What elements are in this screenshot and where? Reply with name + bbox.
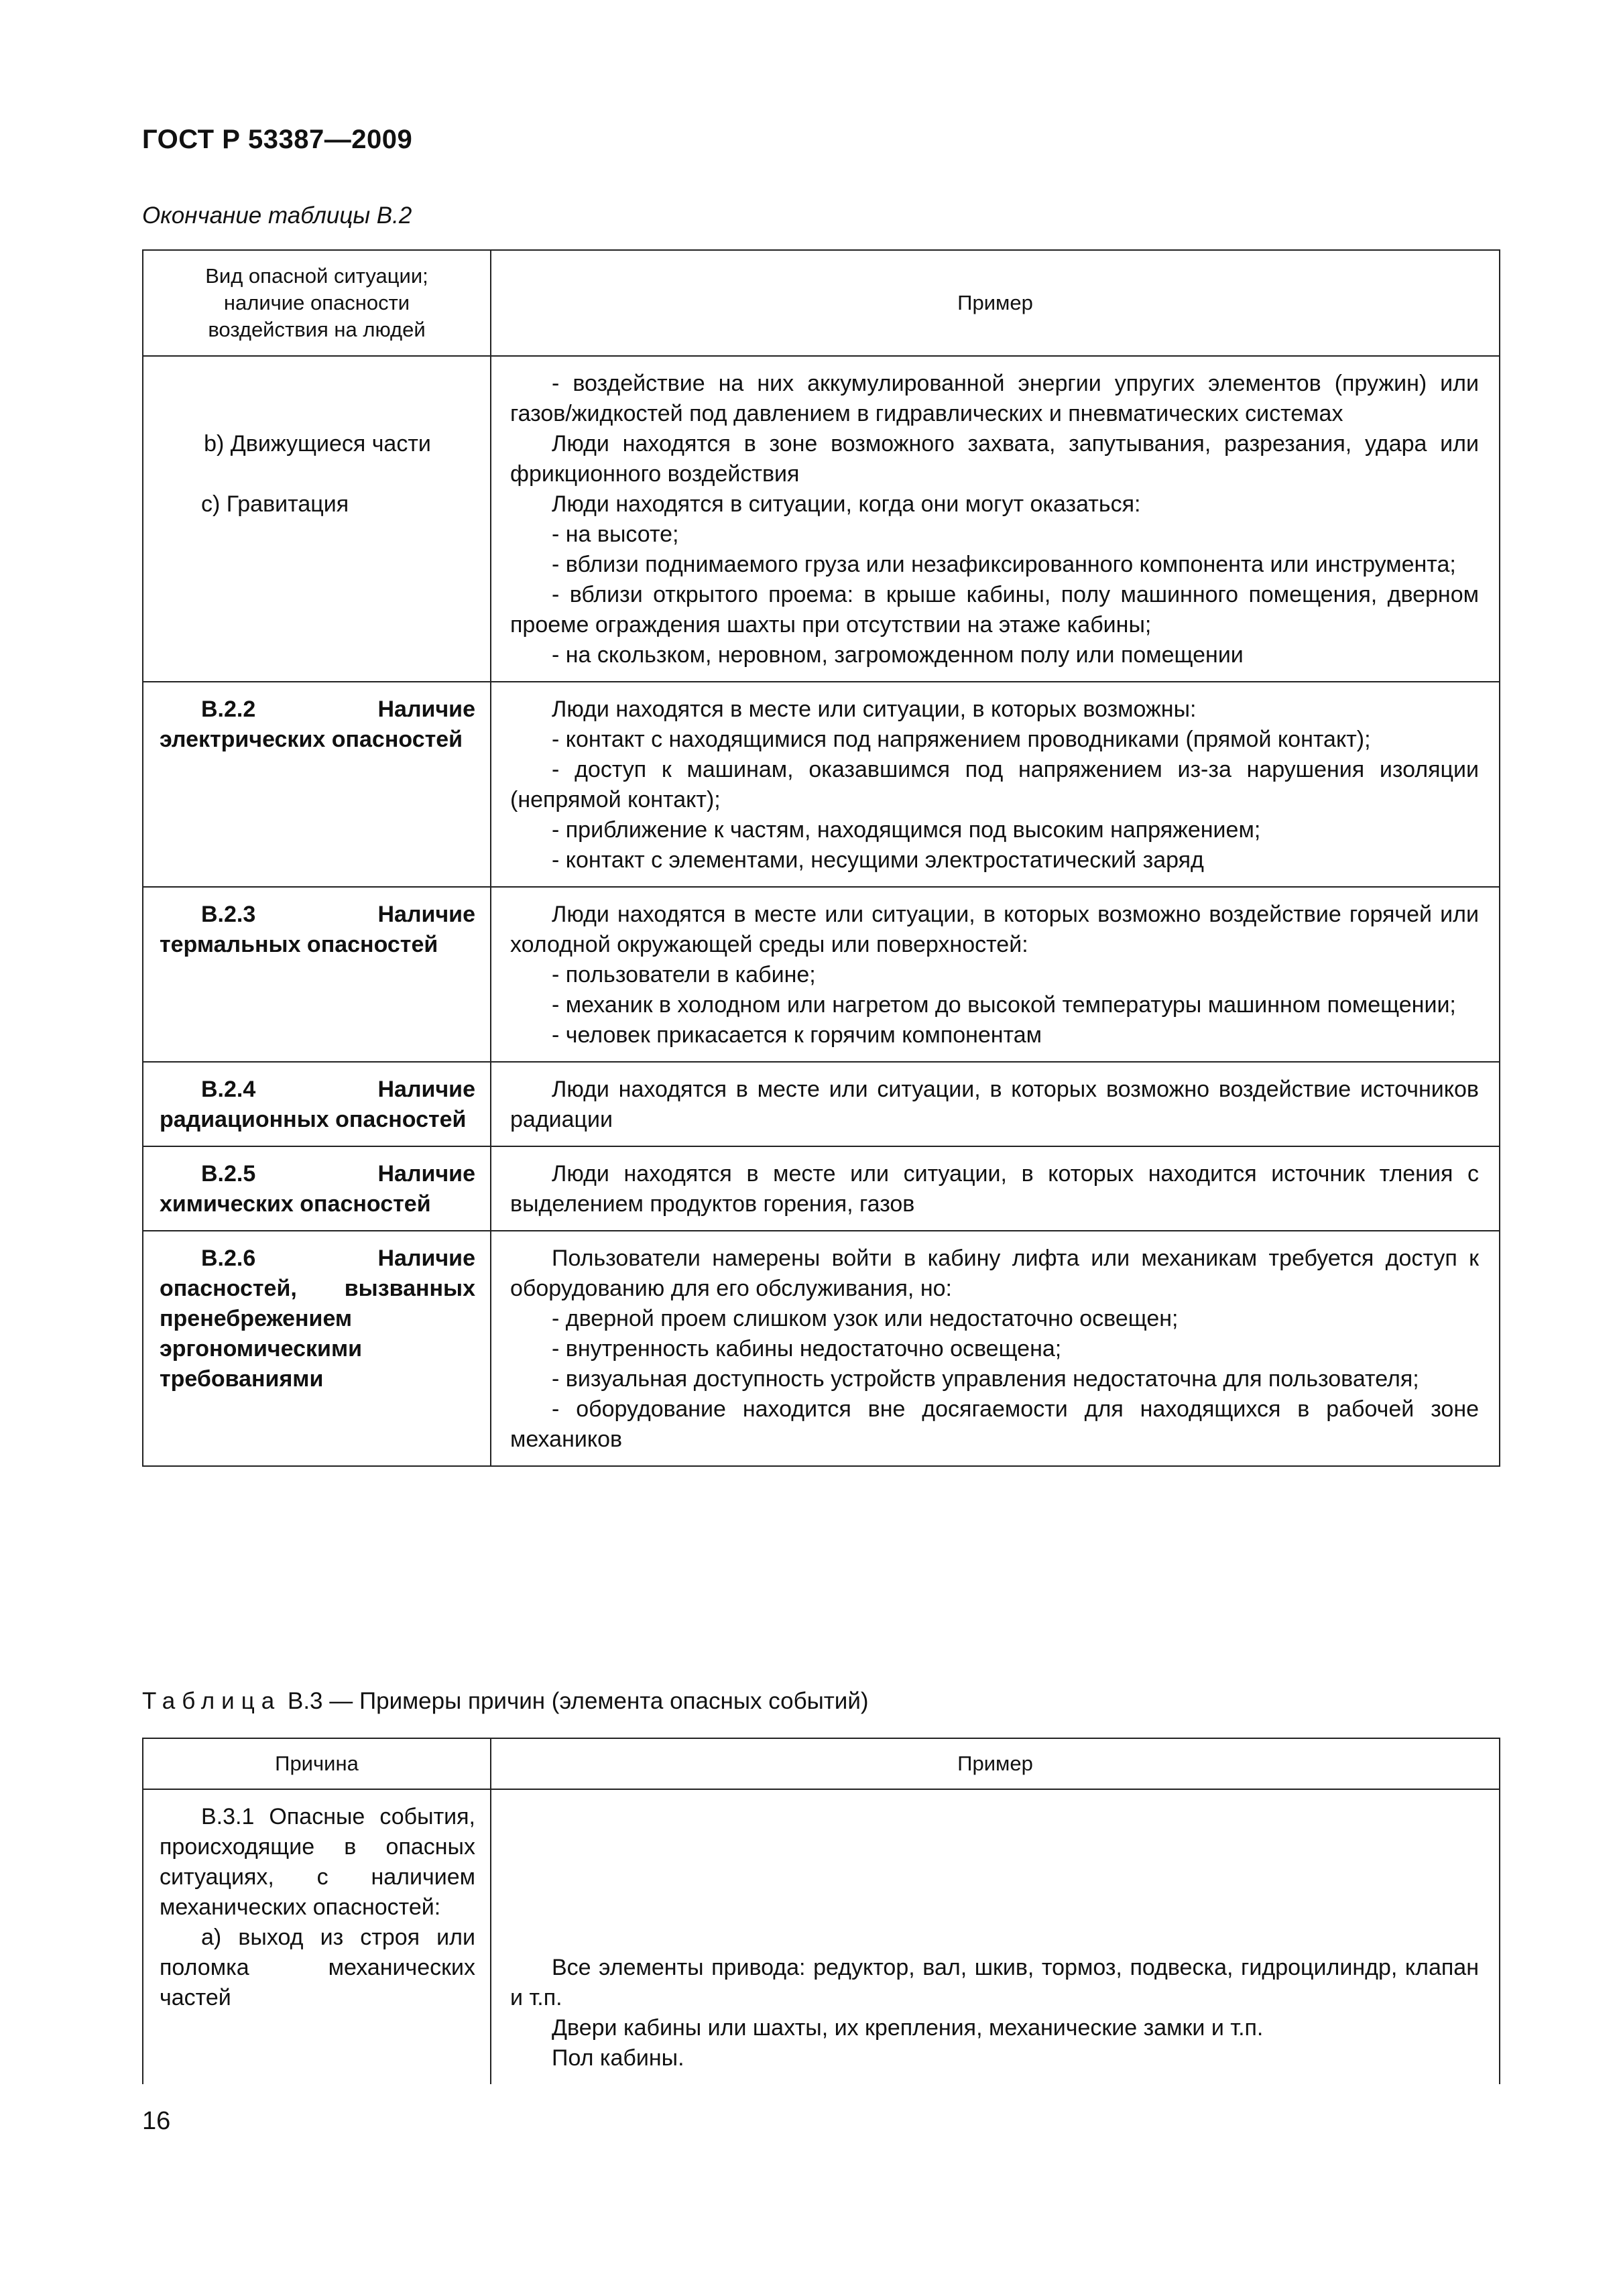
table-row: [143, 1789, 1500, 2084]
row-label: В.2.2 Наличие электрических опасностей: [143, 682, 491, 887]
row-label: В.3.1 Опасные события, происходящие в опасных ситуациях, с наличием механических опасностей: а) выход из строя или поломка механических частей: [143, 1789, 491, 2084]
table-row: [143, 682, 1500, 887]
row-label: В.2.6 Наличие опасностей, вызванных пренебрежением эргономическими требованиями: [143, 1231, 491, 1466]
table-row: [143, 1062, 1500, 1146]
row-example: Люди находятся в месте или ситуации, в которых возможно воздействие источников радиации: [491, 1062, 1500, 1146]
row-label: В.2.4 Наличие радиационных опасностей: [143, 1062, 491, 1146]
row-example: Все элементы привода: редуктор, вал, шкив, тормоз, подвеска, гидроцилиндр, клапан и т.п. Двери кабины или шахты, их крепления, механические замки и т.п. Пол кабины.: [491, 1789, 1500, 2084]
header-cell-example: Пример: [491, 250, 1500, 356]
table-row: [143, 1231, 1500, 1466]
row-example: Люди находятся в месте или ситуации, в которых находится источник тления с выделением продуктов горения, газов: [491, 1146, 1500, 1231]
row-example: Люди находятся в месте или ситуации, в которых возможно воздействие горячей или холодной окружающей среды или поверхностей: - пользователи в кабине; - механик в холодном или нагретом до высокой температуры машинном помещении; - человек прикасается к горячим компонентам: [491, 887, 1500, 1062]
row-label: В.2.3 Наличие термальных опасностей: [143, 887, 491, 1062]
table-continuation-label: Окончание таблицы В.2: [142, 202, 412, 229]
table-row: [143, 887, 1500, 1062]
table-row: [143, 1146, 1500, 1231]
table-header-row: [143, 1738, 1500, 1789]
table-header-row: [143, 250, 1500, 356]
table-b3: [142, 1738, 1500, 2084]
row-label: В.2.5 Наличие химических опасностей: [143, 1146, 491, 1231]
header-cell-cause: Причина: [143, 1738, 491, 1789]
header-cell-hazard-type: Вид опасной ситуации; наличие опасности воздействия на людей: [143, 250, 491, 356]
table-b2: [142, 249, 1500, 1467]
header-cell-example: Пример: [491, 1738, 1500, 1789]
page-number: 16: [142, 2107, 171, 2135]
row-example: Люди находятся в месте или ситуации, в которых возможны: - контакт с находящимися под напряжением проводниками (прямой контакт); - доступ к машинам, оказавшимся под напряжением из-за нарушения изоляции (непрямой контакт); - приближение к частям, находящимся под высоким напряжением; - контакт с элементами, несущими электростатический заряд: [491, 682, 1500, 887]
row-example: Пользователи намерены войти в кабину лифта или механикам требуется доступ к оборудованию для его обслуживания, но: - дверной проем слишком узок или недостаточно освещен; - внутренность кабины недостаточно освещена; - визуальная доступность устройств управления недостаточна для пользователя; - оборудование находится вне досягаемости для находящихся в рабочей зоне механиков: [491, 1231, 1500, 1466]
row-example: - воздействие на них аккумулированной энергии упругих элементов (пружин) или газов/жидкостей под давлением в гидравлических и пневматических системах Люди находятся в зоне возможного захвата, запутывания, разрезания, удара или фрикционного воздействия Люди находятся в ситуации, когда они могут оказаться: - на высоте; - вблизи поднимаемого груза или незафиксированного компонента или инструмента; - вблизи открытого проема: в крыше кабины, полу машинного помещения, дверном проеме ограждения шахты при отсутствии на этаже кабины; - на скользком, неровном, загроможденном полу или помещении: [491, 356, 1500, 682]
table-b3-caption: Таблица В.3 — Примеры причин (элемента опасных событий): [142, 1688, 869, 1714]
document-code: ГОСТ Р 53387—2009: [142, 125, 413, 154]
table-row: [143, 356, 1500, 682]
row-label: b) Движущиеся части c) Гравитация: [143, 356, 491, 682]
